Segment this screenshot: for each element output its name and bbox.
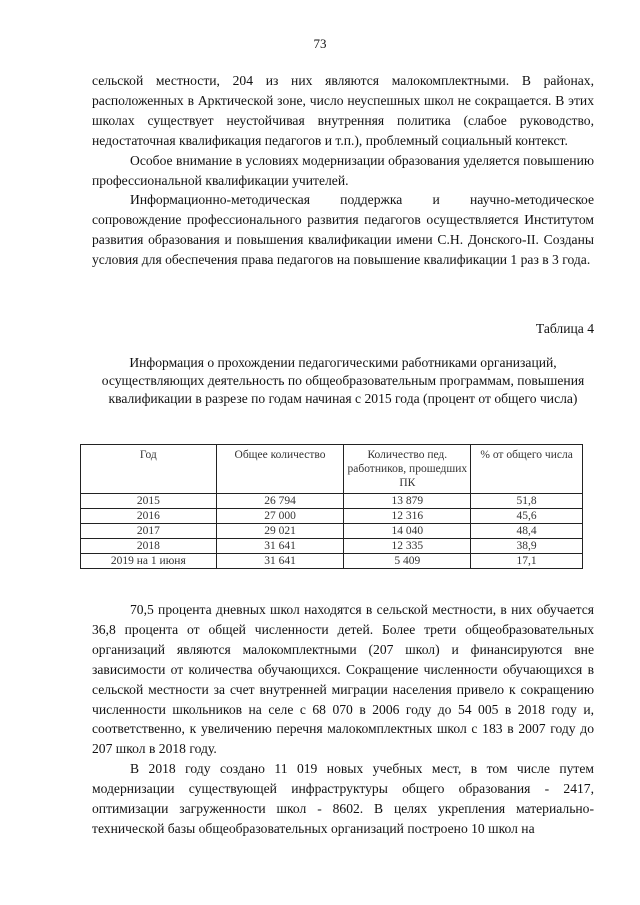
header-total: Общее количество — [216, 445, 344, 494]
paragraph-methodical-support: Информационно-методическая поддержка и научно-методическое сопровождение профессионального развития педагогов осуществляется Институтом развития образования и повышения квалификации имени С.Н. Донского-II. Созданы условия для обеспечения права педагогов на повышение квалификации 1 раз в 3 года. — [92, 192, 594, 268]
table-row — [81, 494, 583, 509]
table-header-row — [81, 445, 583, 494]
paragraph-continuation: сельской местности, 204 из них являются малокомплектными. В районах, расположенных в Арктической зоне, число неуспешных школ не сокращается. В этих школах существует неустойчивая внутренняя политика (слабое руководство, недостаточная квалификация педагогов и т.п.), проблемный социальный контекст. — [92, 73, 594, 148]
cell-total: 27 000 — [216, 509, 344, 524]
cell-year: 2017 — [81, 524, 217, 539]
page-number: 73 — [313, 36, 327, 51]
table-label: Таблица 4 — [535, 321, 594, 336]
cell-percent: 38,9 — [471, 539, 583, 554]
top-text-block — [92, 71, 594, 270]
paragraph-qualification: Особое внимание в условиях модернизации образования уделяется повышению профессиональной квалификации учителей. — [92, 152, 594, 188]
cell-percent: 45,6 — [471, 509, 583, 524]
header-trained: Количество пед. работников, прошедших ПК — [344, 445, 471, 494]
cell-percent: 51,8 — [471, 494, 583, 509]
cell-total: 29 021 — [216, 524, 344, 539]
bottom-text-block — [92, 600, 594, 839]
table-title: Информация о прохождении педагогическими работниками организаций, осуществляющих деятельность по общеобразовательным программам, повышения квалификации в разрезе по годам начиная с 2015 года (процент от общего числа) — [101, 355, 585, 406]
header-year: Год — [81, 445, 217, 494]
cell-trained: 14 040 — [344, 524, 471, 539]
table-row — [81, 524, 583, 539]
paragraph-rural-schools: 70,5 процента дневных школ находятся в сельской местности, в них обучается 36,8 процента от общей численности детей. Более трети общеобразовательных организаций являются малокомплектными (207 школ) и финансируются вне зависимости от количества обучающихся. Сокращение численности обучающихся в сельской местности за счет внутренней миграции населения привело к сокращению численности школьников на селе с 68 070 в 2006 году до 54 005 в 2018 году и, соответственно, к увеличению перечня малокомплектных школ с 183 в 2007 году до 207 школ в 2018 году. — [92, 602, 594, 757]
cell-year: 2019 на 1 июня — [81, 554, 217, 569]
cell-year: 2016 — [81, 509, 217, 524]
cell-trained: 5 409 — [344, 554, 471, 569]
qualification-table — [80, 444, 583, 569]
table-row — [81, 539, 583, 554]
cell-trained: 13 879 — [344, 494, 471, 509]
table-row — [81, 554, 583, 569]
cell-percent: 17,1 — [471, 554, 583, 569]
paragraph-new-places: В 2018 году создано 11 019 новых учебных мест, в том числе путем модернизации существующей инфраструктуры общего образования - 2417, оптимизации загруженности школ - 8602. В целях укрепления материально-технической базы общеобразовательных организаций построено 10 школ на — [92, 761, 594, 836]
cell-percent: 48,4 — [471, 524, 583, 539]
cell-total: 31 641 — [216, 554, 344, 569]
cell-total: 31 641 — [216, 539, 344, 554]
cell-total: 26 794 — [216, 494, 344, 509]
table-row — [81, 509, 583, 524]
cell-trained: 12 316 — [344, 509, 471, 524]
header-percent: % от общего числа — [471, 445, 583, 494]
cell-year: 2018 — [81, 539, 217, 554]
cell-trained: 12 335 — [344, 539, 471, 554]
cell-year: 2015 — [81, 494, 217, 509]
